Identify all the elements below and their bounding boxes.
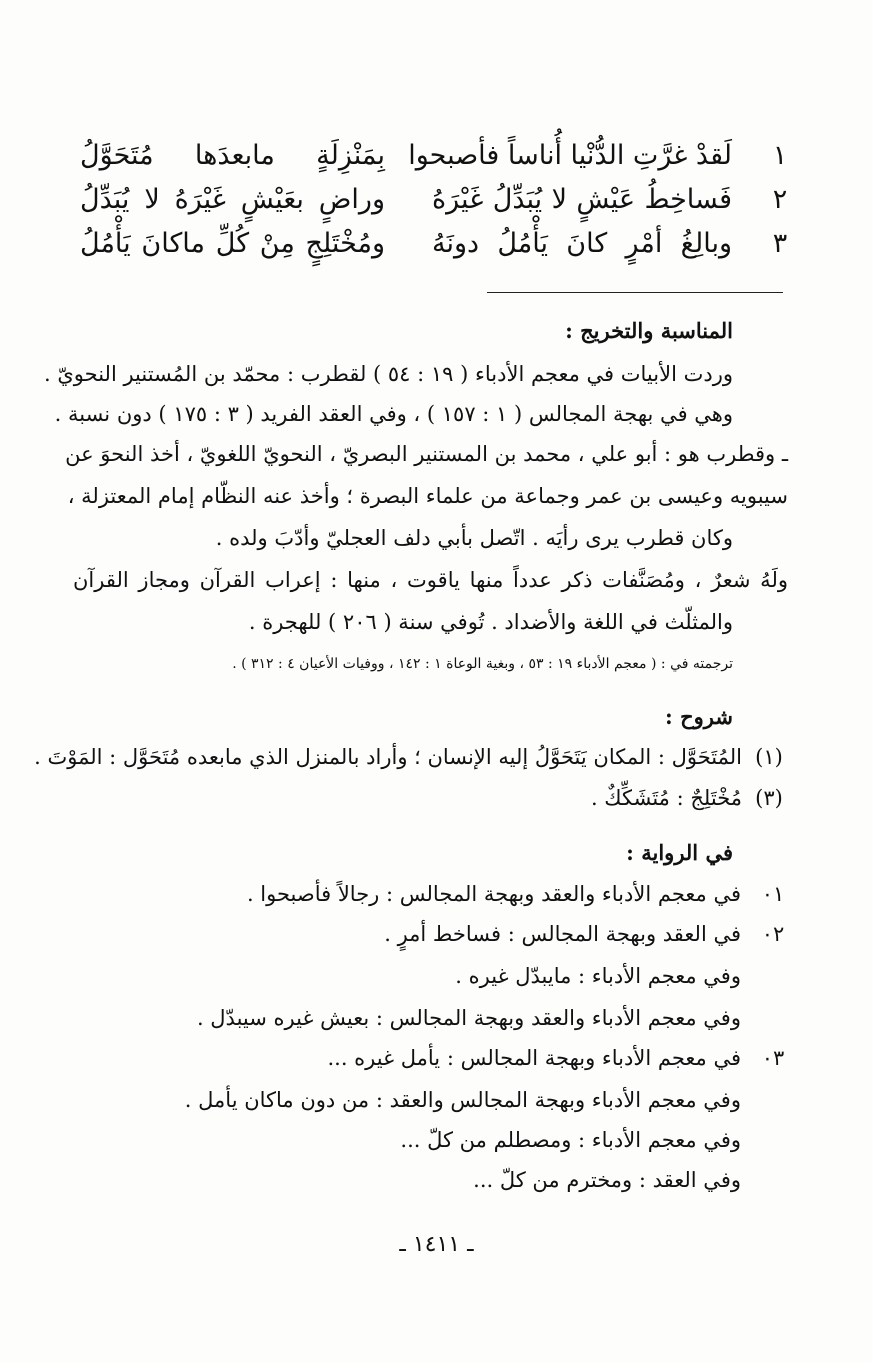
shuruh-heading: شروح : xyxy=(665,704,733,729)
verse-second-hemistich: بِمَنْزِلَةٍ مابعدَها مُتَحَوَّلُ xyxy=(80,140,385,171)
takhrij-line: وكان قطرب يرى رأيَه . اتّصل بأبي دلف العجليّ وأدّبَ ولده . xyxy=(215,526,733,550)
verse-2 xyxy=(80,184,800,230)
shuruh-text: المُتَحَوَّل : المكان يَتَحَوَّلُ إليه الإنسان ؛ وأراد بالمنزل الذي مابعده مُتَحَوَّل : المَوْتَ . xyxy=(34,745,742,769)
takhrij-line: وهي في بهجة المجالس ( ١ : ١٥٧ ) ، وفي العقد الفريد ( ٣ : ١٧٥ ) دون نسبة . xyxy=(54,402,733,426)
verse-first-hemistich: فَساخِطُ عَيْشٍ لا يُبَدِّلُ غَيْرَهُ xyxy=(432,184,732,215)
verse-1 xyxy=(80,140,800,186)
page-number: ـ ١٤١١ ـ xyxy=(399,1232,474,1257)
riwaya-text: وفي معجم الأدباء وبهجة المجالس والعقد : من دون ماكان يأمل . xyxy=(184,1088,741,1112)
verse-first-hemistich: لَقدْ غرَّتِ الدُّنْيا أُناساً فأصبحوا xyxy=(408,140,732,171)
riwaya-text: في العقد وبهجة المجالس : فساخط أمرٍ . xyxy=(384,922,741,946)
riwaya-number: ٠٣ xyxy=(761,1046,785,1070)
verse-second-hemistich: ومُخْتَلِجٍ مِنْ كُلِّ ماكانَ يَأْمُلُ xyxy=(80,228,385,259)
riwaya-text: وفي معجم الأدباء والعقد وبهجة المجالس : بعيش غيره سيبدّل . xyxy=(196,1006,741,1030)
verse-number: ٢ xyxy=(772,184,788,215)
verse-second-hemistich: وراضٍ بعَيْشٍ غَيْرَهُ لا يُبَدِّلُ xyxy=(80,184,385,215)
takhrij-line: سيبويه وعيسى بن عمر وجماعة من علماء البصرة ؛ وأخذ عنه النظّام إمام المعتزلة ، xyxy=(67,484,788,508)
takhrij-line: ـ وقطرب هو : أبو علي ، محمد بن المستنير البصريّ ، النحويّ اللغويّ ، أخذ النحوَ عن xyxy=(65,442,788,466)
riwaya-number: ٠٢ xyxy=(761,922,785,946)
takhrij-heading: المناسبة والتخريج : xyxy=(565,318,733,343)
riwaya-text: وفي معجم الأدباء : مايبدّل غيره . xyxy=(455,964,741,988)
shuruh-text: مُخْتَلِجٌ : مُتَشَكِّكٌ . xyxy=(590,786,742,810)
verse-number: ١ xyxy=(772,140,788,171)
verse-first-hemistich: وبالِغُ أمْرٍ كانَ يَأْمُلُ دونَهُ xyxy=(432,228,732,259)
takhrij-line: وردت الأبيات في معجم الأدباء ( ١٩ : ٥٤ ) لقطرب : محمّد بن المُستنير النحويّ . xyxy=(44,362,733,386)
shuruh-number: (١) xyxy=(755,745,783,769)
riwaya-text: وفي العقد : ومخترم من كلّ ... xyxy=(473,1168,741,1192)
riwaya-heading: في الرواية : xyxy=(626,840,733,865)
takhrij-source-note: ترجمته في : ( معجم الأدباء ١٩ : ٥٣ ، وبغية الوعاة ١ : ١٤٢ ، ووفيات الأعيان ٤ : ٣١٢ ) . xyxy=(232,656,733,672)
shuruh-item xyxy=(591,786,788,810)
takhrij-line: ولَهُ شعرٌ ، ومُصَنَّفات ذكر عدداً منها ياقوت ، منها : إعراب القرآن ومجاز القرآن xyxy=(73,568,788,592)
riwaya-text: في معجم الأدباء والعقد وبهجة المجالس : رجالاً فأصبحوا . xyxy=(246,882,741,906)
riwaya-number: ٠١ xyxy=(761,882,785,906)
section-divider xyxy=(487,292,783,293)
shuruh-number: (٣) xyxy=(755,786,783,810)
verse-number: ٣ xyxy=(772,228,788,259)
takhrij-line: والمثلّث في اللغة والأضداد . تُوفي سنة ( ٢٠٦ ) للهجرة . xyxy=(248,610,733,634)
riwaya-text: في معجم الأدباء وبهجة المجالس : يأمل غيره ... xyxy=(327,1046,741,1070)
shuruh-item xyxy=(34,745,788,769)
riwaya-text: وفي معجم الأدباء : ومصطلم من كلّ ... xyxy=(400,1128,741,1152)
verse-3 xyxy=(80,228,800,274)
